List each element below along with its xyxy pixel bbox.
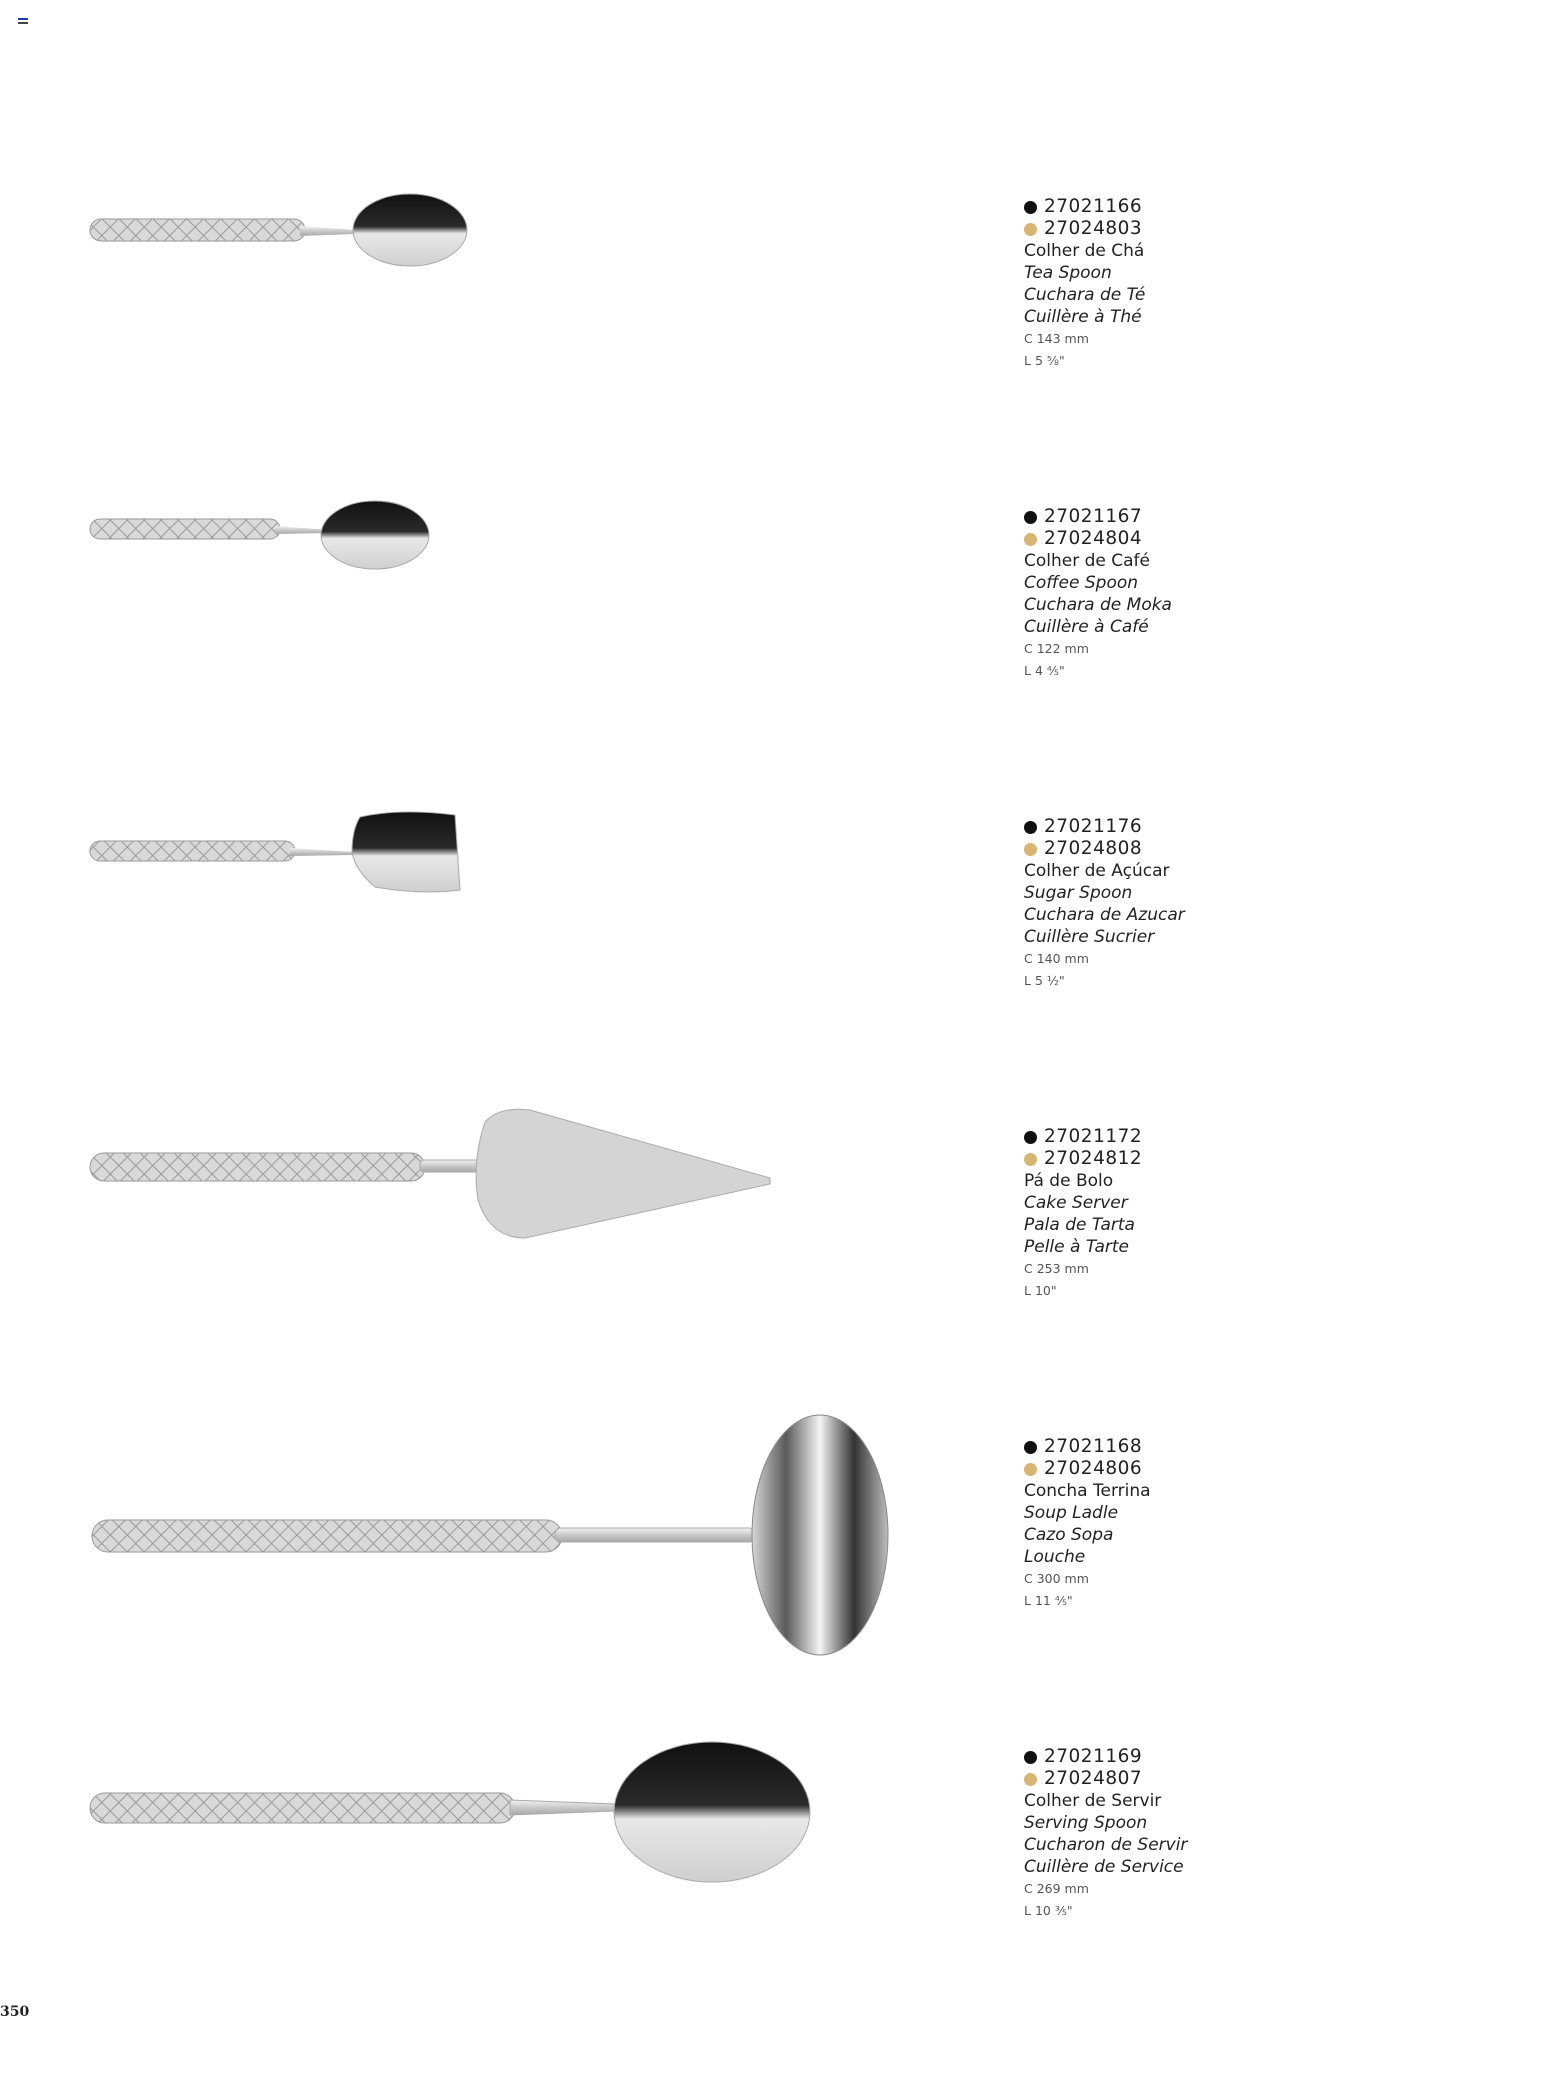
code-gold: 27024812 (1024, 1148, 1142, 1170)
product-sugar-spoon (0, 770, 1550, 1070)
name-french: Cuillère de Service (1024, 1857, 1184, 1877)
name-english: Tea Spoon (1024, 263, 1112, 283)
gold-finish-dot-icon (1024, 533, 1037, 546)
code-black: 27021169 (1024, 1746, 1187, 1768)
black-finish-dot-icon (1024, 201, 1037, 214)
length-inches: L 10" (1024, 1283, 1057, 1298)
name-spanish: Cuchara de Té (1024, 285, 1146, 305)
product-info (1024, 1436, 1151, 1612)
code-black: 27021168 (1024, 1436, 1151, 1458)
product-info (1024, 1746, 1187, 1922)
length-mm: C 140 mm (1024, 951, 1089, 966)
name-english: Serving Spoon (1024, 1813, 1148, 1833)
name-portuguese: Colher de Açúcar (1024, 861, 1170, 881)
length-mm: C 269 mm (1024, 1881, 1089, 1896)
product-soup-ladle (0, 1390, 1550, 1690)
name-english: Cake Server (1024, 1193, 1128, 1213)
name-portuguese: Colher de Café (1024, 551, 1151, 571)
coffee-spoon-image (0, 460, 1000, 760)
product-info (1024, 1126, 1142, 1302)
product-cake-server (0, 1080, 1550, 1380)
black-finish-dot-icon (1024, 821, 1037, 834)
name-spanish: Cucharon de Servir (1024, 1835, 1188, 1855)
name-french: Pelle à Tarte (1024, 1237, 1129, 1257)
black-finish-dot-icon (1024, 1751, 1037, 1764)
length-inches: L 11 ⅘" (1024, 1593, 1073, 1608)
product-serving-spoon (0, 1700, 1550, 2000)
sugar-spoon-image (0, 770, 1000, 1070)
length-inches: L 5 ½" (1024, 973, 1065, 988)
name-portuguese: Concha Terrina (1024, 1481, 1151, 1501)
black-finish-dot-icon (1024, 1441, 1037, 1454)
code-black: 27021166 (1024, 196, 1145, 218)
length-mm: C 300 mm (1024, 1571, 1089, 1586)
product-info (1024, 506, 1172, 682)
black-finish-dot-icon (1024, 511, 1037, 524)
name-french: Cuillère à Café (1024, 617, 1149, 637)
product-coffee-spoon (0, 460, 1550, 760)
code-gold: 27024804 (1024, 528, 1172, 550)
code-gold: 27024806 (1024, 1458, 1151, 1480)
gold-finish-dot-icon (1024, 1153, 1037, 1166)
length-inches: L 5 ⅝" (1024, 353, 1065, 368)
name-spanish: Cazo Sopa (1024, 1525, 1114, 1545)
product-tea-spoon (0, 150, 1550, 450)
gold-finish-dot-icon (1024, 223, 1037, 236)
name-portuguese: Colher de Servir (1024, 1791, 1162, 1811)
name-french: Cuillère à Thé (1024, 307, 1142, 327)
gold-finish-dot-icon (1024, 1773, 1037, 1786)
length-mm: C 122 mm (1024, 641, 1089, 656)
name-portuguese: Colher de Chá (1024, 241, 1145, 261)
length-mm: C 253 mm (1024, 1261, 1089, 1276)
name-spanish: Cuchara de Azucar (1024, 905, 1185, 925)
length-inches: L 10 ⅗" (1024, 1903, 1073, 1918)
page-number: 350 (0, 2004, 30, 2020)
cake-server-image (0, 1080, 1000, 1380)
gold-finish-dot-icon (1024, 1463, 1037, 1476)
name-english: Coffee Spoon (1024, 573, 1139, 593)
name-english: Soup Ladle (1024, 1503, 1119, 1523)
product-info (1024, 816, 1185, 992)
length-mm: C 143 mm (1024, 331, 1089, 346)
product-info (1024, 196, 1145, 372)
name-french: Louche (1024, 1547, 1086, 1567)
tea-spoon-image (0, 150, 1000, 450)
soup-ladle-image (0, 1390, 1000, 1690)
serving-spoon-image (0, 1700, 1000, 2000)
code-black: 27021167 (1024, 506, 1172, 528)
code-black: 27021172 (1024, 1126, 1142, 1148)
code-gold: 27024803 (1024, 218, 1145, 240)
code-gold: 27024807 (1024, 1768, 1187, 1790)
name-portuguese: Pá de Bolo (1024, 1171, 1114, 1191)
corner-mark (18, 18, 28, 26)
name-english: Sugar Spoon (1024, 883, 1133, 903)
length-inches: L 4 ⅘" (1024, 663, 1065, 678)
code-black: 27021176 (1024, 816, 1185, 838)
gold-finish-dot-icon (1024, 843, 1037, 856)
name-spanish: Pala de Tarta (1024, 1215, 1135, 1235)
name-spanish: Cuchara de Moka (1024, 595, 1172, 615)
code-gold: 27024808 (1024, 838, 1185, 860)
name-french: Cuillère Sucrier (1024, 927, 1155, 947)
black-finish-dot-icon (1024, 1131, 1037, 1144)
